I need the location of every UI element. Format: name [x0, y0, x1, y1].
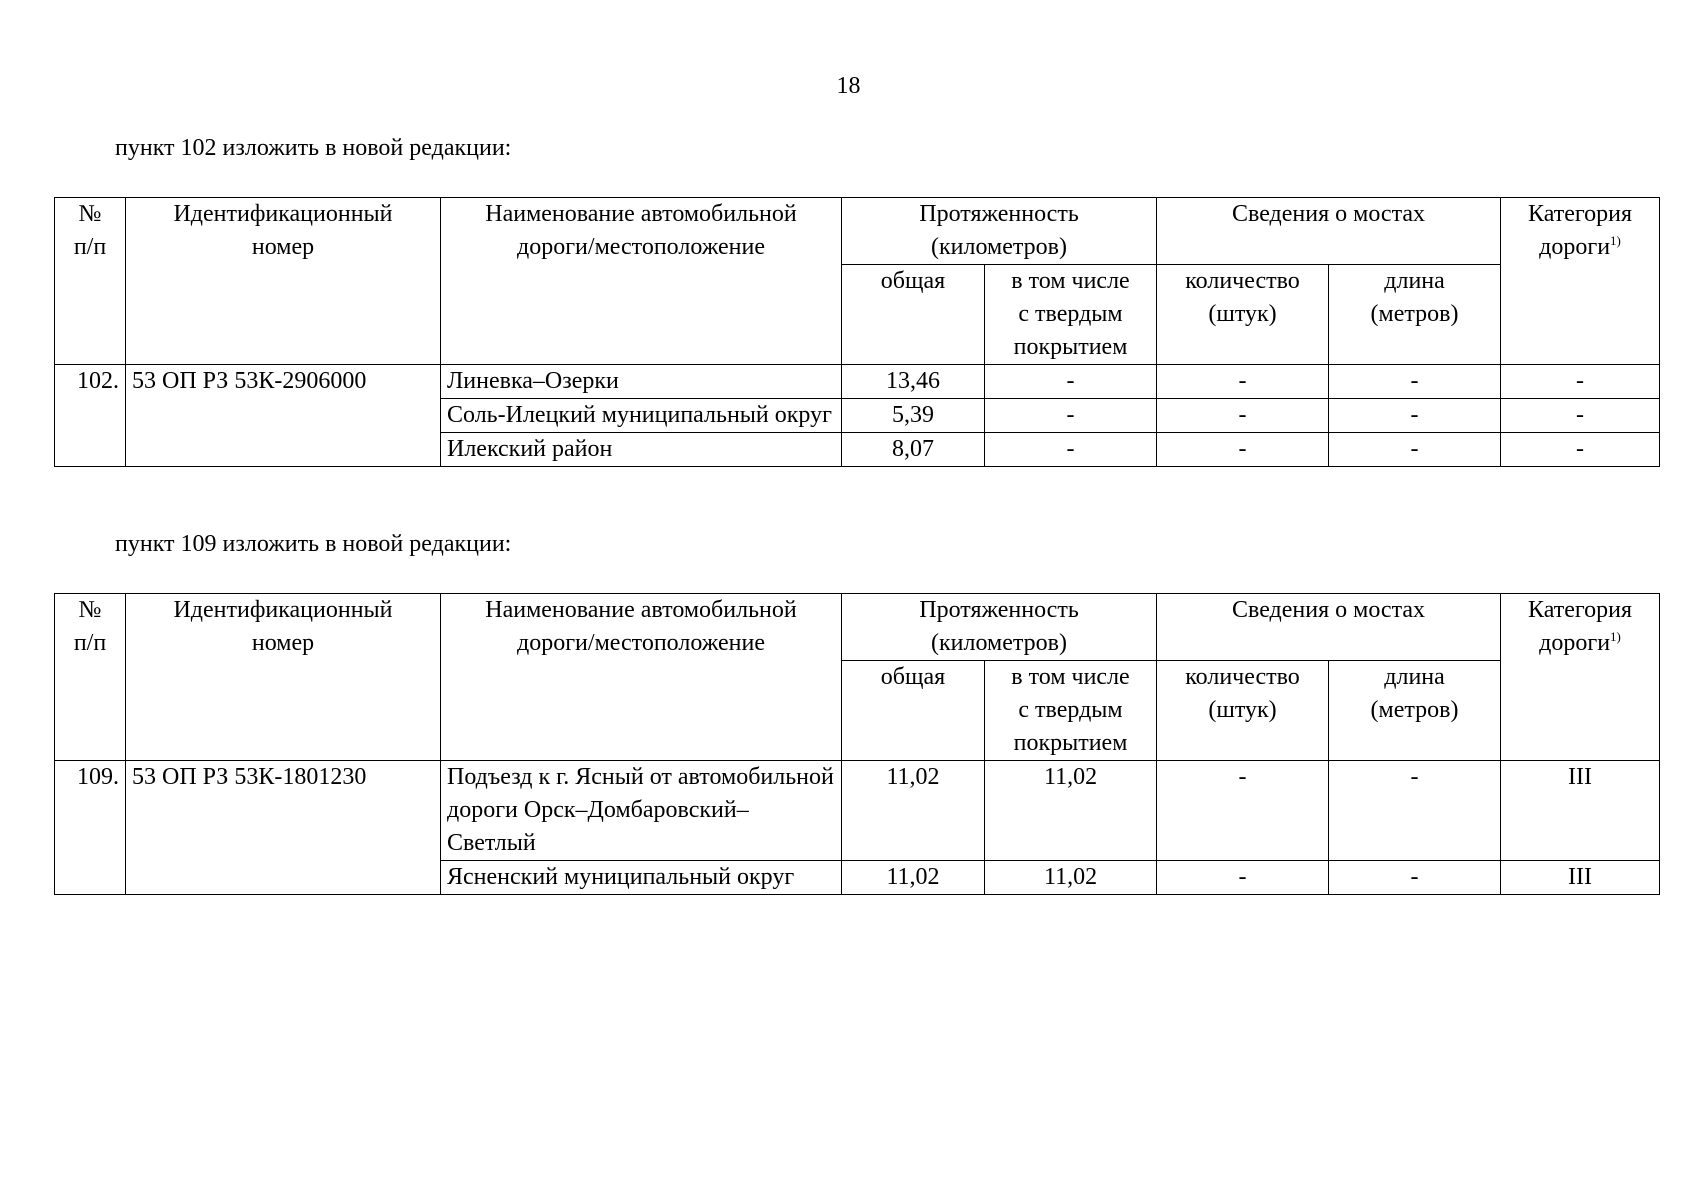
header-bridges: Сведения о мостах: [1157, 594, 1501, 661]
bridges-length: -: [1329, 861, 1501, 895]
row-number: 109.: [55, 761, 126, 895]
road-id: 53 ОП РЗ 53К-2906000: [126, 365, 441, 467]
road-category: -: [1501, 433, 1660, 467]
header-category: Категория дороги$^{1)}$: [1501, 198, 1660, 365]
length-total: 8,07: [842, 433, 985, 467]
bridges-count: -: [1157, 399, 1329, 433]
road-location: Илекский район: [441, 433, 842, 467]
bridges-count: -: [1157, 365, 1329, 399]
road-category: III: [1501, 861, 1660, 895]
road-category: -: [1501, 399, 1660, 433]
bridges-length: -: [1329, 433, 1501, 467]
bridges-count: -: [1157, 761, 1329, 861]
header-length: Протяженность (километров): [842, 198, 1157, 265]
header-length-total: общая: [842, 265, 985, 365]
page-number: 18: [836, 73, 861, 99]
instruction-paragraph-102: пункт 102 изложить в новой редакции:: [115, 135, 512, 161]
table-header-row: [55, 198, 1660, 265]
header-id: Идентификационный номер: [126, 198, 441, 365]
road-location: Соль-Илецкий муниципальный округ: [441, 399, 842, 433]
header-name: Наименование автомобильной дороги/местоположение: [441, 198, 842, 365]
instruction-paragraph-109: пункт 109 изложить в новой редакции:: [115, 531, 512, 557]
header-length-hard: в том числе с твердым покрытием: [985, 265, 1157, 365]
header-bridges: Сведения о мостах: [1157, 198, 1501, 265]
roads-table-109: [54, 593, 1660, 895]
bridges-length: -: [1329, 761, 1501, 861]
header-bridges-length: длина (метров): [1329, 661, 1501, 761]
length-hard: 11,02: [985, 861, 1157, 895]
road-category: III: [1501, 761, 1660, 861]
length-hard: -: [985, 433, 1157, 467]
road-category: -: [1501, 365, 1660, 399]
header-category: Категория дороги$^{1)}$: [1501, 594, 1660, 761]
table-header-row: [55, 594, 1660, 661]
header-length-total: общая: [842, 661, 985, 761]
length-total: 11,02: [842, 861, 985, 895]
row-number: 102.: [55, 365, 126, 467]
bridges-length: -: [1329, 365, 1501, 399]
bridges-count: -: [1157, 433, 1329, 467]
road-location: Ясненский муниципальный округ: [441, 861, 842, 895]
table-row: [55, 761, 1660, 861]
road-id: 53 ОП РЗ 53К-1801230: [126, 761, 441, 895]
bridges-length: -: [1329, 399, 1501, 433]
header-no: № п/п: [55, 594, 126, 761]
header-length-hard: в том числе с твердым покрытием: [985, 661, 1157, 761]
bridges-count: -: [1157, 861, 1329, 895]
length-hard: 11,02: [985, 761, 1157, 861]
header-id: Идентификационный номер: [126, 594, 441, 761]
road-name: Подъезд к г. Ясный от автомобильной дороги Орск–Домбаровский–Светлый: [441, 761, 842, 861]
road-name: Линевка–Озерки: [441, 365, 842, 399]
header-name: Наименование автомобильной дороги/местоположение: [441, 594, 842, 761]
header-bridges-count: количество (штук): [1157, 265, 1329, 365]
length-hard: -: [985, 399, 1157, 433]
header-bridges-length: длина (метров): [1329, 265, 1501, 365]
length-total: 13,46: [842, 365, 985, 399]
header-no: № п/п: [55, 198, 126, 365]
length-hard: -: [985, 365, 1157, 399]
table-row: [55, 365, 1660, 399]
header-length: Протяженность (километров): [842, 594, 1157, 661]
header-bridges-count: количество (штук): [1157, 661, 1329, 761]
length-total: 5,39: [842, 399, 985, 433]
length-total: 11,02: [842, 761, 985, 861]
roads-table-102: [54, 197, 1660, 467]
